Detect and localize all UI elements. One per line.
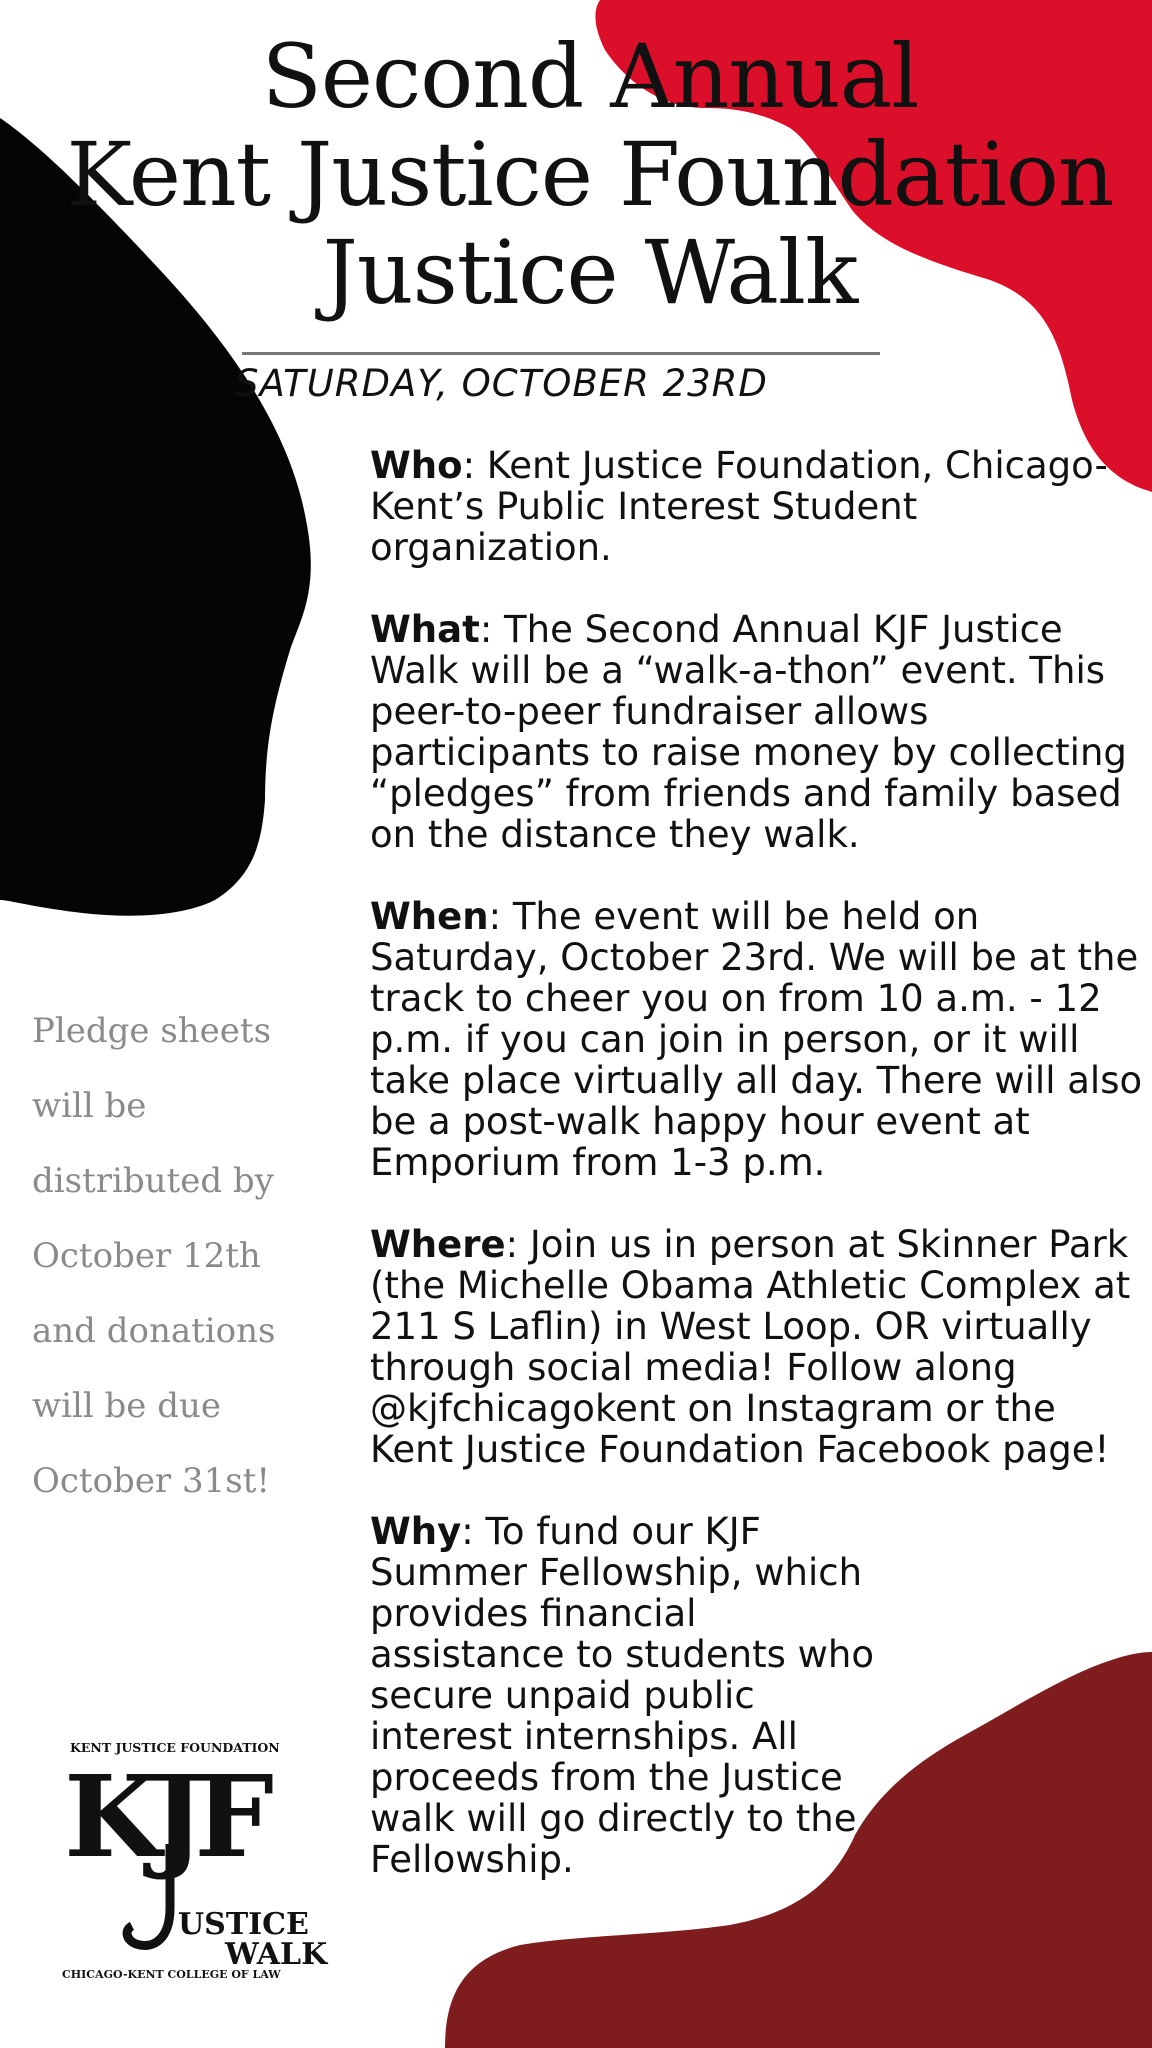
kjf-logo bbox=[50, 1738, 360, 1978]
who-section bbox=[370, 445, 1150, 568]
where-label: Where bbox=[370, 1223, 506, 1266]
pledge-note-line: October 12th bbox=[32, 1236, 261, 1276]
when-label: When bbox=[370, 895, 489, 938]
where-text: : Join us in person at Skinner Park (the Michelle Obama Athletic Complex at 211 S Laflin) in West Loop. OR virtually through social media! Follow along @kjfchicagokent on Instagram or the Kent Justice Foundation Facebook page! bbox=[370, 1223, 1131, 1471]
logo-initials: KJF bbox=[64, 1752, 264, 1883]
event-date: SATURDAY, OCTOBER 23RD bbox=[235, 362, 768, 405]
pledge-note-line: and donations bbox=[32, 1311, 276, 1351]
who-text: : Kent Justice Foundation, Chicago-Kent’s Public Interest Student organization. bbox=[370, 444, 1108, 569]
what-label: What bbox=[370, 608, 480, 651]
what-section bbox=[370, 609, 1150, 855]
logo-bottom-text: CHICAGO-KENT COLLEGE OF LAW bbox=[62, 1968, 281, 1978]
pledge-note-line: will be bbox=[32, 1086, 147, 1126]
logo-word-justice: USTICE bbox=[178, 1907, 309, 1942]
title-line-1: Second Annual bbox=[261, 25, 919, 128]
who-label: Who bbox=[370, 444, 463, 487]
pledge-note-line: will be due bbox=[32, 1386, 222, 1426]
why-label: Why bbox=[370, 1510, 462, 1553]
why-text: : To fund our KJF Summer Fellowship, which provides financial assistance to students who secure unpaid public interest internships. All proceeds from the Justice walk will go directly to the Fellowship. bbox=[370, 1510, 875, 1881]
why-section bbox=[370, 1511, 890, 1880]
where-section bbox=[370, 1224, 1150, 1470]
event-title bbox=[0, 25, 1152, 324]
what-text: : The Second Annual KJF Justice Walk will be a “walk-a-thon” event. This peer-to-peer fundraiser allows participants to raise money by collecting “pledges” from friends and family based on the distance they walk. bbox=[370, 608, 1127, 856]
logo-word-walk: WALK bbox=[225, 1937, 328, 1972]
when-text: : The event will be held on Saturday, October 23rd. We will be at the track to cheer you on from 10 a.m. - 12 p.m. if you can join in person, or it will take place virtually all day. There will also be a post-walk happy hour event at Emporium from 1-3 p.m. bbox=[370, 895, 1143, 1184]
event-details bbox=[370, 445, 1150, 1921]
title-line-2: Kent Justice Foundation bbox=[66, 123, 1114, 226]
title-divider bbox=[242, 352, 880, 355]
title-line-3: Justice Walk bbox=[322, 221, 858, 324]
pledge-note-line: distributed by bbox=[32, 1161, 274, 1201]
logo-top-text: KENT JUSTICE FOUNDATION bbox=[70, 1740, 280, 1755]
pledge-note-line: October 31st! bbox=[32, 1461, 271, 1501]
pledge-note-line: Pledge sheets bbox=[32, 1011, 272, 1051]
pledge-note bbox=[32, 994, 302, 1519]
when-section bbox=[370, 896, 1150, 1183]
